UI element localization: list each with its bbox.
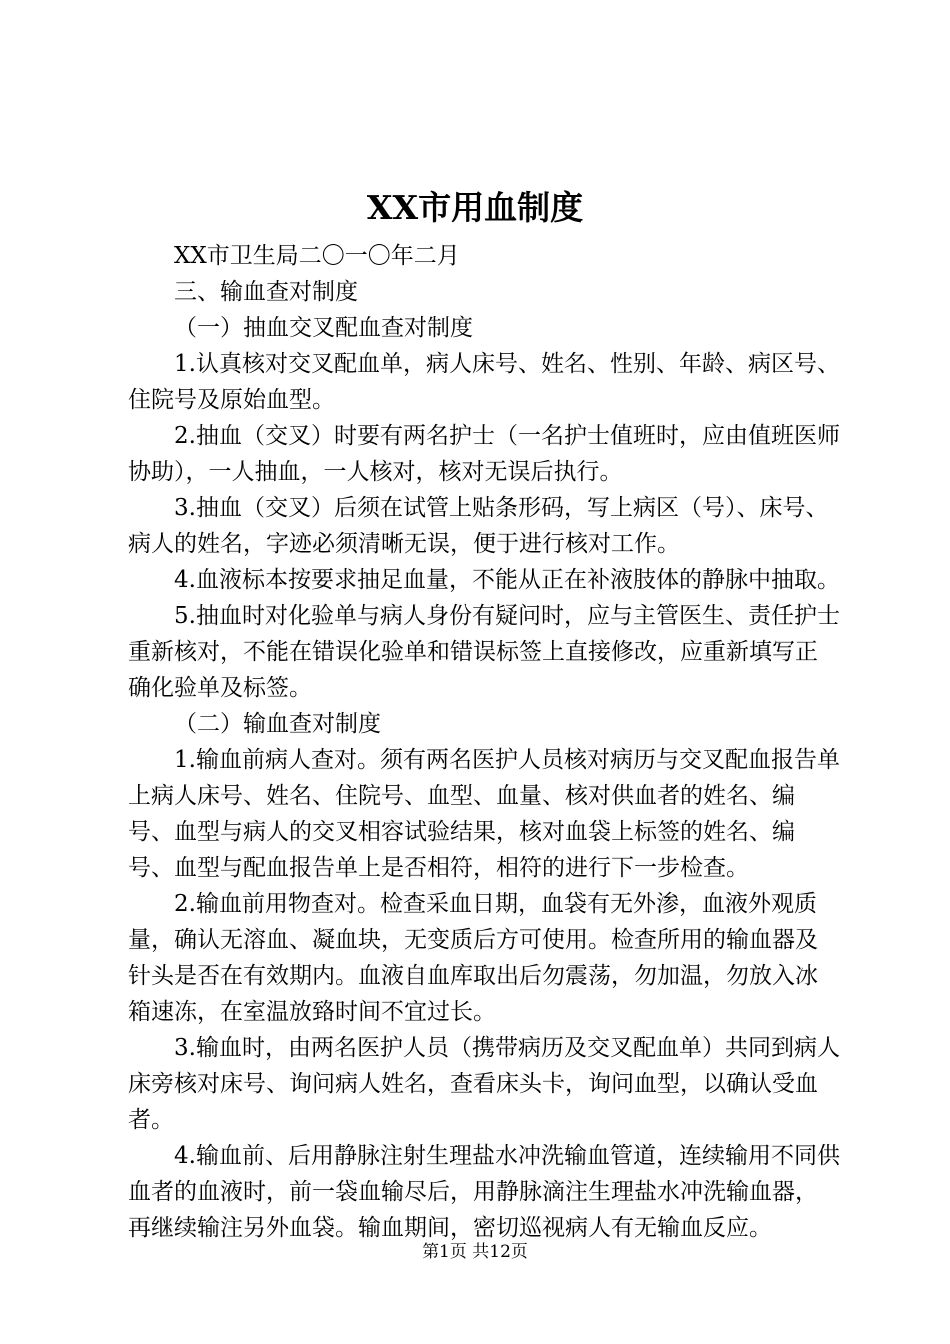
subsection-heading-1: （一）抽血交叉配血查对制度 [174, 315, 473, 341]
paragraph: 5.抽血时对化验单与病人身份有疑问时，应与主管医生、责任护士重新核对，不能在错误化验单和错误标签上直接修改，应重新填写正确化验单及标签。 [128, 603, 840, 701]
section-heading: 三、输血查对制度 [174, 279, 358, 305]
issuer-line: XX市卫生局二〇一〇年二月 [174, 243, 460, 269]
page-number-footer: 第1页 共12页 [422, 1242, 528, 1262]
paragraph: 2.输血前用物查对。检查采血日期，血袋有无外渗，血液外观质量，确认无溶血、凝血块，无变质后方可使用。检查所用的输血器及针头是否在有效期内。血液自血库取出后勿震荡，勿加温，勿放入冰箱速冻，在室温放臵时间不宜过长。 [128, 891, 818, 1025]
subsection-heading-2: （二）输血查对制度 [174, 711, 381, 737]
paragraph: 3.输血时，由两名医护人员（携带病历及交叉配血单）共同到病人床旁核对床号、询问病人姓名，查看床头卡，询问血型，以确认受血者。 [128, 1035, 840, 1133]
paragraph: 1.认真核对交叉配血单，病人床号、姓名、性别、年龄、病区号、住院号及原始血型。 [128, 351, 840, 413]
paragraph: 4.血液标本按要求抽足血量，不能从正在补液肢体的静脉中抽取。 [174, 567, 840, 593]
paragraph: 1.输血前病人查对。须有两名医护人员核对病历与交叉配血报告单上病人床号、姓名、住院号、血型、血量、核对供血者的姓名、编号、血型与病人的交叉相容试验结果，核对血袋上标签的姓名、编号、血型与配血报告单上是否相符，相符的进行下一步检查。 [128, 747, 840, 881]
paragraph: 4.输血前、后用静脉注射生理盐水冲洗输血管道，连续输用不同供血者的血液时，前一袋血输尽后，用静脉滴注生理盐水冲洗输血器，再继续输注另外血袋。输血期间，密切巡视病人有无输血反应。 [128, 1143, 840, 1241]
paragraph: 3.抽血（交叉）后须在试管上贴条形码，写上病区（号）、床号、病人的姓名，字迹必须清晰无误，便于进行核对工作。 [128, 495, 829, 557]
document-title: XX市用血制度 [366, 188, 584, 227]
paragraph: 2.抽血（交叉）时要有两名护士（一名护士值班时，应由值班医师协助），一人抽血，一人核对，核对无误后执行。 [128, 423, 840, 485]
document-body [128, 238, 840, 1246]
